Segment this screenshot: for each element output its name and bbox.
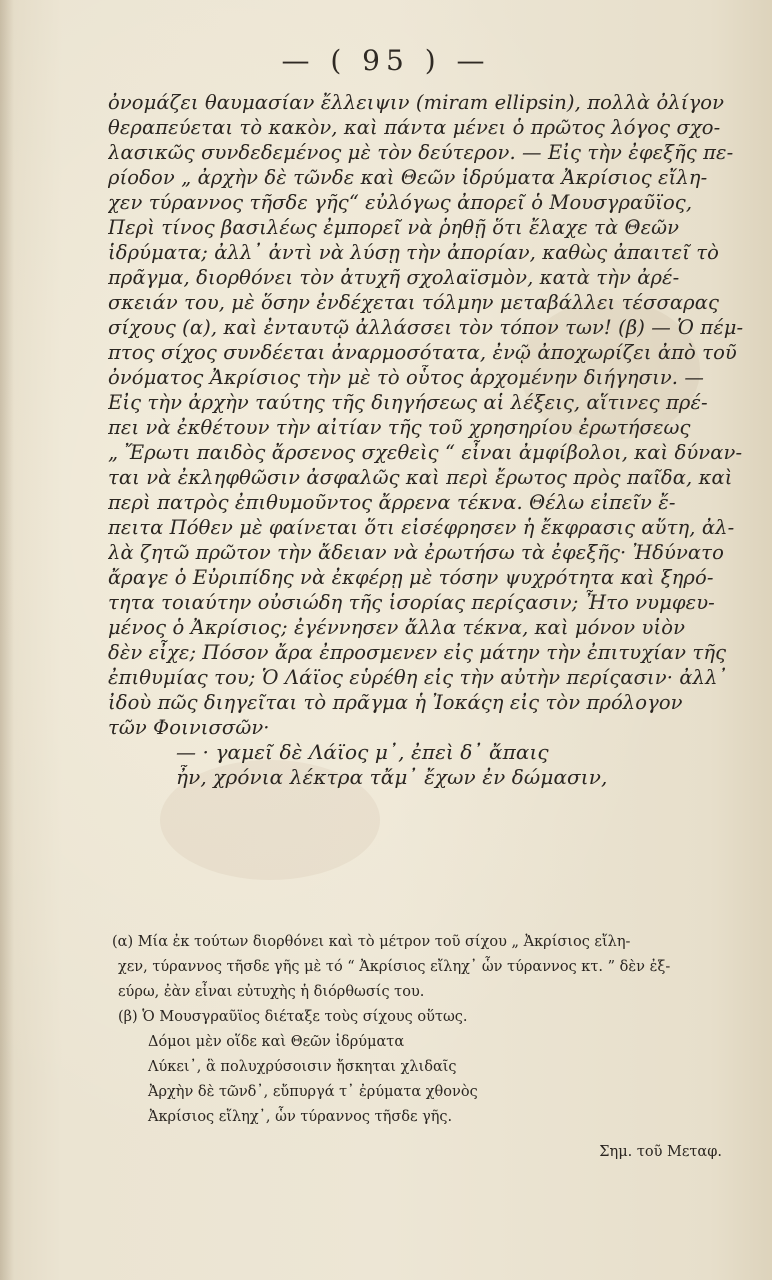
footnote-b-label: (β) Ὁ Μουσγραῦϊος διέταξε τοὺς σίχους οὕτως. — [118, 1009, 468, 1025]
footnote-b-verse: Λύκει᾽, ἃ πολυχρύσοισιν ἤσκηται χλιδαῖς — [148, 1059, 457, 1075]
text-line: λὰ ζητῶ πρῶτον τὴν ἄδειαν νὰ ἐρωτήσω τὰ ἐφεξῆς· Ἠδύνατο — [108, 541, 724, 564]
footnote-a-line: (α) Μία ἐκ τούτων διορθόνει καὶ τὸ μέτρον τοῦ σίχου „ Ἀκρίσιος εἴλη- — [112, 934, 631, 950]
text-line: ὀνόματος Ἀκρίσιος τὴν μὲ τὸ οὗτος ἀρχομένην διήγησιν. — — [108, 366, 704, 389]
text-line: πει νὰ ἐκθέτουν τὴν αἰτίαν τῆς τοῦ χρησηρίου ἐρωτήσεως — [108, 416, 691, 439]
text-line: πτος σίχος συνδέεται ἀναρμοσότατα, ἐνῷ ἀποχωρίζει ἀπὸ τοῦ — [108, 341, 737, 364]
footnote-a-line: εύρω, ἐὰν εἶναι εὐτυχὴς ἡ διόρθωσίς του. — [118, 984, 425, 1000]
footnotes — [112, 930, 762, 1165]
text-line: πρᾶγμα, διορθόνει τὸν ἀτυχῆ σχολαϊσμὸν, κατὰ τὴν ἀρέ- — [108, 266, 680, 289]
footnote-b-verse: Δόμοι μὲν οἵδε καὶ Θεῶν ἱδρύματα — [148, 1034, 405, 1050]
text-line: χεν τύραννος τῆσδε γῆς“ εὐλόγως ἀπορεῖ ὁ Μουσγραῦϊος, — [108, 191, 693, 214]
spine-shadow — [0, 0, 14, 1280]
text-line: Εἰς τὴν ἀρχὴν ταύτης τῆς διηγήσεως αἱ λέξεις, αἵτινες πρέ- — [108, 391, 708, 414]
footnote-a-line: χεν, τύραννος τῆσδε γῆς μὲ τό “ Ἀκρίσιος εἴληχ᾽ ὧν τύραννος κτ. ” δὲν ἐξ- — [118, 959, 671, 975]
text-line: πειτα Πόθεν μὲ φαίνεται ὅτι εἰσέφρησεν ἡ ἔκφρασις αὕτη, ἀλ- — [108, 516, 735, 539]
verse-line: — · γαμεῖ δὲ Λάϊος μ᾽, ἐπεὶ δ᾽ ἄπαις — [176, 740, 549, 764]
text-line: Περὶ τίνος βασιλέως ἐμπορεῖ νὰ ῥηθῇ ὅτι ἔλαχε τὰ Θεῶν — [108, 216, 680, 239]
text-line: ὀνομάζει θαυμασίαν ἔλλειψιν (miram ellipsin), πολλὰ ὀλίγον — [108, 91, 725, 114]
text-line: δὲν εἶχε; Πόσον ἄρα ἐπροσμενεν εἰς μάτην τὴν ἐπιτυχίαν τῆς — [108, 641, 727, 664]
text-line: σίχους (α), καὶ ἐνταυτῷ ἀλλάσσει τὸν τόπον των! (β) — Ὁ πέμ- — [108, 316, 744, 339]
text-line: ἰδοὺ πῶς διηγεῖται τὸ πρᾶγμα ἡ Ἰοκάςη εἰς τὸν πρόλογον — [108, 691, 683, 714]
text-line: τητα τοιαύτην οὐσιώδη τῆς ἱσορίας περίςασιν; Ἦτο νυμφευ- — [108, 591, 715, 614]
text-line: „ Ἔρωτι παιδὸς ἄρσενος σχεθεὶς “ εἶναι ἀμφίβολοι, καὶ δύναν- — [108, 441, 743, 464]
text-line: ἄραγε ὁ Εὐριπίδης νὰ ἐκφέρῃ μὲ τόσην ψυχρότητα καὶ ξηρό- — [108, 566, 714, 589]
text-line: σκειάν του, μὲ ὅσην ἐνδέχεται τόλμην μεταβάλλει τέσσαρας — [108, 291, 719, 314]
text-line: θεραπεύεται τὸ κακὸν, καὶ πάντα μένει ὁ πρῶτος λόγος σχο- — [108, 116, 721, 139]
main-text — [108, 90, 768, 790]
footnote-b-verse: Ἀκρίσιος εἴληχ᾽, ὧν τύραννος τῆσδε γῆς. — [148, 1109, 453, 1125]
text-line: ἐπιθυμίας του; Ὁ Λάϊος εὑρέθη εἰς τὴν αὐτὴν περίςασιν· ἀλλ᾽ — [108, 666, 728, 689]
text-line: λασικῶς συνδεδεμένος μὲ τὸν δεύτερον. — Εἰς τὴν ἐφεξῆς πε- — [108, 141, 734, 164]
text-line: ρίοδον „ ἀρχὴν δὲ τῶνδε καὶ Θεῶν ἱδρύματα Ἀκρίσιος εἴλη- — [108, 166, 708, 189]
text-line: μένος ὁ Ἀκρίσιος; ἐγέννησεν ἄλλα τέκνα, καὶ μόνον υἱὸν — [108, 616, 686, 639]
text-line: τῶν Φοινισσῶν· — [108, 716, 270, 739]
page-number: — ( 95 ) — — [281, 44, 491, 77]
text-line: ἱδρύματα; ἀλλ᾽ ἀντὶ νὰ λύσῃ τὴν ἀπορίαν, καθὼς ἀπαιτεῖ τὸ — [108, 241, 719, 264]
footnote-b-verse: Ἀρχὴν δὲ τῶνδ᾽, εὔπυργά τ᾽ ἐρύματα χθονὸς — [148, 1084, 478, 1100]
verse-line: ἦν, χρόνια λέκτρα τἄμ᾽ ἔχων ἐν δώμασιν, — [176, 765, 608, 789]
translator-note-signature: Σημ. τοῦ Μεταφ. — [599, 1144, 722, 1160]
text-line: περὶ πατρὸς ἐπιθυμοῦντος ἄρρενα τέκνα. Θέλω εἰπεῖν ἔ- — [108, 491, 676, 514]
text-line: ται νὰ ἐκληφθῶσιν ἀσφαλῶς καὶ περὶ ἔρωτος πρὸς παῖδα, καὶ — [108, 466, 733, 489]
